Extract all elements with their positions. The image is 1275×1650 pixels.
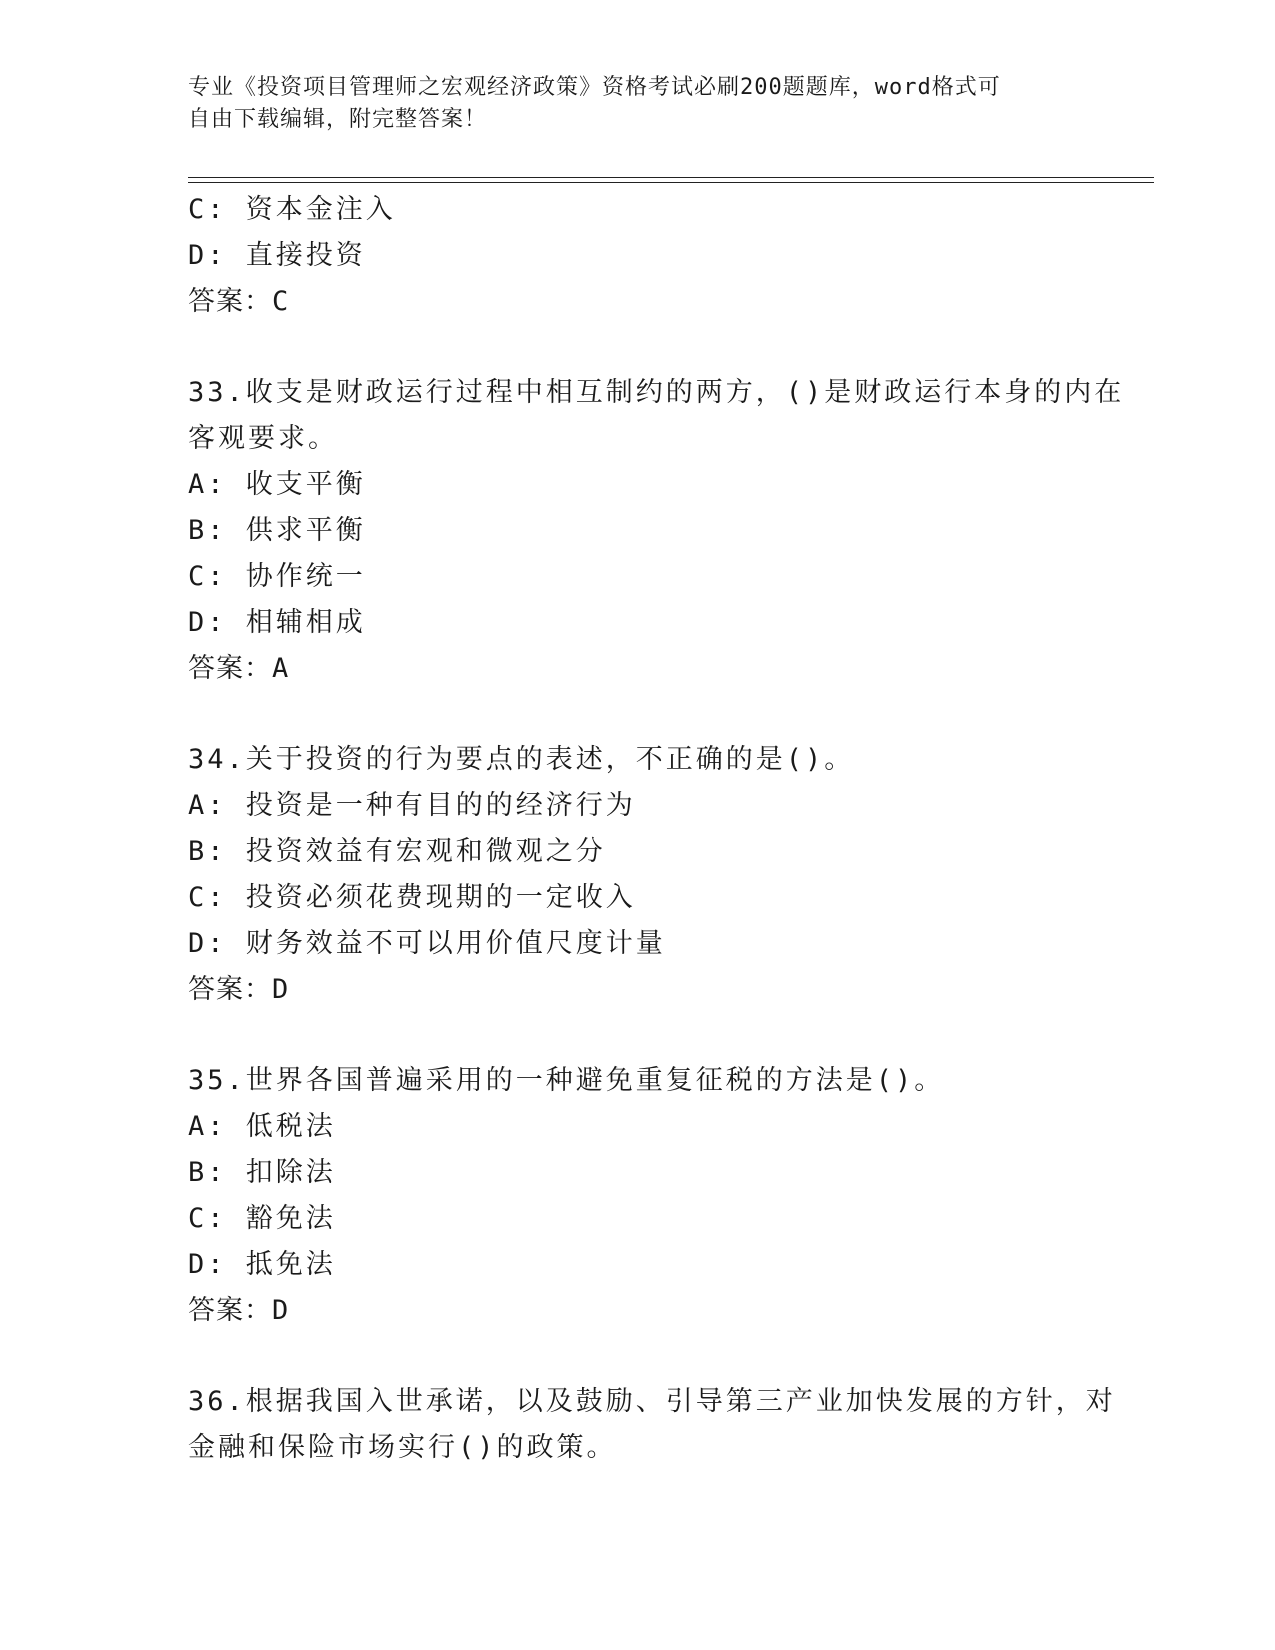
option-d [188, 921, 1088, 967]
option-label: C: [188, 882, 227, 913]
question-stem-line: 金融和保险市场实行()的政策。 [188, 1432, 617, 1463]
option-text: 协作统一 [245, 561, 366, 592]
option-label: A: [188, 1111, 227, 1142]
option-d [188, 233, 1088, 279]
option-text: 资本金注入 [245, 194, 396, 225]
previous-question-tail [188, 187, 1088, 325]
option-text: 供求平衡 [245, 515, 366, 546]
option-text: 直接投资 [245, 240, 366, 271]
option-label: C: [188, 194, 227, 225]
question-stem-line [188, 370, 1125, 416]
option-label: B: [188, 515, 227, 546]
option-label: D: [188, 607, 227, 638]
option-b [188, 829, 1088, 875]
option-d [188, 1242, 1088, 1288]
option-d [188, 600, 1088, 646]
option-text: 豁免法 [245, 1203, 336, 1234]
question-stem-line [188, 737, 1088, 783]
option-c [188, 187, 1088, 233]
option-text: 相辅相成 [245, 607, 366, 638]
question-35 [188, 1058, 1088, 1334]
question-number: 35. [188, 1065, 246, 1096]
option-text: 抵免法 [245, 1249, 336, 1280]
option-a [188, 783, 1088, 829]
option-label: C: [188, 1203, 227, 1234]
question-number: 34. [188, 744, 246, 775]
option-text: 低税法 [245, 1111, 336, 1142]
answer-value: D [272, 1295, 290, 1326]
question-number: 33. [188, 377, 246, 408]
document-header [188, 72, 1068, 136]
option-text: 财务效益不可以用价值尺度计量 [245, 928, 666, 959]
question-stem-line [188, 1058, 1088, 1104]
option-b [188, 1150, 1088, 1196]
question-text: 关于投资的行为要点的表述，不正确的是()。 [245, 744, 855, 775]
question-stem-line [188, 1379, 1116, 1425]
option-label: A: [188, 790, 227, 821]
question-content [188, 187, 1125, 1471]
option-c [188, 554, 1088, 600]
option-c [188, 875, 1088, 921]
answer-line [188, 967, 1088, 1013]
question-text: 收支是财政运行过程中相互制约的两方，()是财政运行本身的内在 [245, 377, 1125, 408]
option-c [188, 1196, 1088, 1242]
option-text: 投资是一种有目的的经济行为 [245, 790, 636, 821]
answer-line [188, 1288, 1088, 1334]
answer-label: 答案： [188, 653, 272, 684]
option-a [188, 1104, 1088, 1150]
option-label: D: [188, 1249, 227, 1280]
question-text: 根据我国入世承诺，以及鼓励、引导第三产业加快发展的方针，对 [245, 1386, 1116, 1417]
question-text: 世界各国普遍采用的一种避免重复征税的方法是()。 [245, 1065, 945, 1096]
option-label: D: [188, 240, 227, 271]
header-divider-top [188, 177, 1154, 178]
header-line-1: 专业《投资项目管理师之宏观经济政策》资格考试必刷200题题库，word格式可 [188, 75, 1001, 100]
answer-value: D [272, 974, 290, 1005]
answer-label: 答案： [188, 286, 272, 317]
option-b [188, 508, 1088, 554]
answer-label: 答案： [188, 1295, 272, 1326]
option-text: 收支平衡 [245, 469, 366, 500]
question-33 [188, 370, 1125, 692]
option-label: C: [188, 561, 227, 592]
answer-line [188, 279, 1088, 325]
option-text: 扣除法 [245, 1157, 336, 1188]
answer-label: 答案： [188, 974, 272, 1005]
option-label: B: [188, 1157, 227, 1188]
option-text: 投资必须花费现期的一定收入 [245, 882, 636, 913]
option-label: B: [188, 836, 227, 867]
option-label: D: [188, 928, 227, 959]
option-text: 投资效益有宏观和微观之分 [245, 836, 606, 867]
question-34 [188, 737, 1088, 1013]
option-label: A: [188, 469, 227, 500]
question-36 [188, 1379, 1116, 1471]
option-a [188, 462, 1088, 508]
header-divider-bottom [188, 182, 1154, 183]
answer-line [188, 646, 1088, 692]
answer-value: A [272, 653, 290, 684]
answer-value: C [272, 286, 290, 317]
question-number: 36. [188, 1386, 246, 1417]
question-stem-line: 客观要求。 [188, 423, 338, 454]
header-line-2: 自由下载编辑，附完整答案！ [188, 107, 488, 132]
